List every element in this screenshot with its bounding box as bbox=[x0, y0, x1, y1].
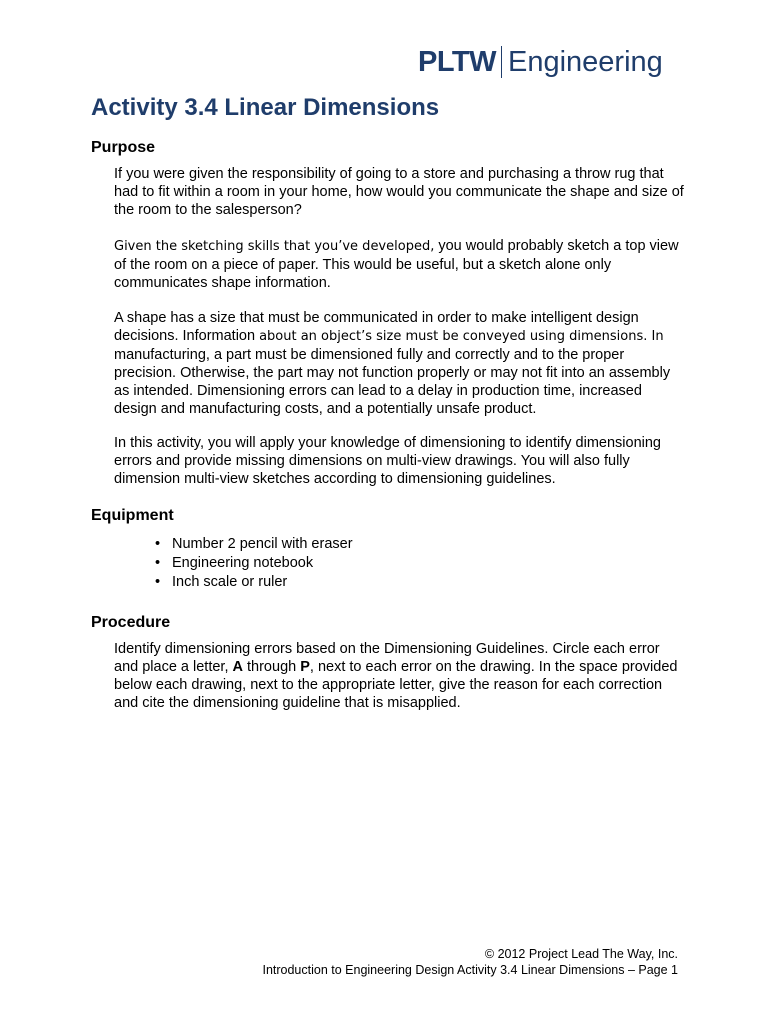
procedure-paragraph bbox=[114, 640, 686, 712]
procedure-text-2: through bbox=[242, 659, 301, 675]
purpose-paragraph-1: If you were given the responsibility of going to a store and purchasing a throw rug that had to fit within a room in your home, how would you communicate the shape and size of the room to the salesperson? bbox=[114, 166, 684, 218]
equipment-heading: Equipment bbox=[91, 507, 174, 524]
purpose-paragraph-3 bbox=[114, 309, 686, 418]
procedure-text-1: Identify dimensioning errors based on the Dimensioning Guidelines. Circle each error and place a letter, bbox=[114, 641, 660, 675]
purpose-paragraph-2-rest: you would probably sketch a top view of the room on a piece of paper. This would be useful, but a sketch alone only communicates shape information. bbox=[114, 238, 679, 291]
logo-brand: PLTW bbox=[418, 45, 496, 78]
procedure-letter-p: P bbox=[300, 659, 310, 675]
equipment-item: • Number 2 pencil with eraser bbox=[155, 535, 353, 554]
footer-copyright: © 2012 Project Lead The Way, Inc. bbox=[484, 947, 678, 961]
purpose-heading: Purpose bbox=[91, 139, 156, 156]
purpose-paragraph-3-end: manufacturing, a part must be dimensioned fully and correctly and to the proper precision. Otherwise, the part may not function properly or may not fit into an assembly as intended. Dimensioning errors can lead to a delay in production time, increased design and manufacturing costs, and a potentially unsafe product. bbox=[114, 347, 671, 417]
logo-product: Engineering bbox=[508, 45, 663, 78]
procedure-letter-a: A bbox=[232, 659, 243, 675]
logo-divider bbox=[501, 46, 502, 78]
purpose-paragraph-4: In this activity, you will apply your knowledge of dimensioning to identify dimensioning errors and provide missing dimensions on multi-view drawings. You will also fully dimension multi-view sketches according to dimensioning guidelines. bbox=[114, 435, 661, 487]
equipment-list bbox=[155, 535, 353, 592]
purpose-paragraph-3-start: A shape has a size that must be communicated in order to make intelligent design decisions. Information bbox=[114, 310, 639, 344]
procedure-text-3: , next to each error on the drawing. In the space provided below each drawing, next to the appropriate letter, give the reason for each correction and cite the dimensioning guideline that is misapplied. bbox=[114, 659, 678, 711]
page-title: Activity 3.4 Linear Dimensions bbox=[91, 94, 440, 121]
equipment-item: • Engineering notebook bbox=[155, 554, 353, 573]
pltw-engineering-logo bbox=[418, 46, 663, 78]
purpose-paragraph-2 bbox=[114, 237, 686, 292]
page-footer bbox=[262, 946, 678, 978]
equipment-item: • Inch scale or ruler bbox=[155, 573, 353, 592]
purpose-paragraph-2-lead: Given the sketching skills that you’ve developed, bbox=[114, 239, 435, 254]
footer-page-line: Introduction to Engineering Design Activity 3.4 Linear Dimensions – Page 1 bbox=[262, 963, 678, 977]
procedure-heading: Procedure bbox=[91, 614, 171, 631]
purpose-paragraph-3-middle: about an object’s size must be conveyed using dimensions. In bbox=[259, 329, 664, 344]
